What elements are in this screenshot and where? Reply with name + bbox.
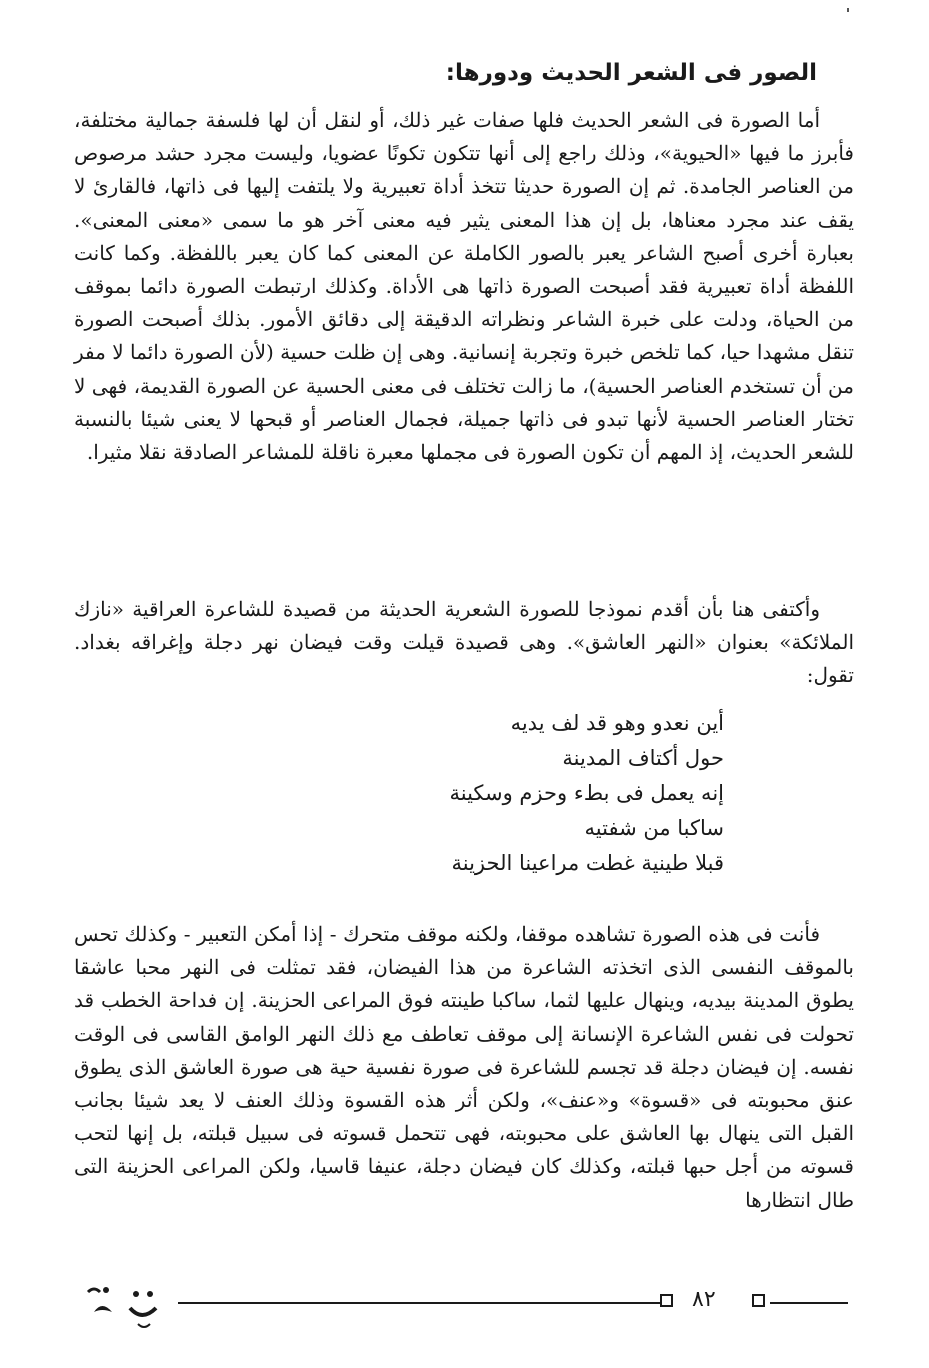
ornament-icon (80, 1278, 172, 1334)
paragraph-intro (74, 104, 854, 469)
paragraph-analysis (74, 918, 854, 1217)
corner-mark (847, 8, 849, 12)
poem-line: حول أكتاف المدينة (562, 746, 724, 770)
poem-line: إنه يعمل فى بطء وحزم وسكينة (449, 781, 724, 805)
poem-line: قبلا طينية غطت مراعينا الحزينة (451, 851, 724, 875)
poem-line: أين نعدو وهو قد لف يديه (510, 711, 724, 735)
paragraph-text: أما الصورة فى الشعر الحديث فلها صفات غير ذلك، أو لنقل أن لها فلسفة جمالية مختلفة، فأبرز ما فيها «الحيوية»، وذلك راجع إلى أنها تتكون تكونًا عضويا، وليست مجرد حشد مرصوص من العناصر الجامدة. ثم إن الصورة حديثا تتخذ أداة تعبيرية ولا يلتفت إليها فى ذاتها، فالقارئ لا يقف عند مجرد معناها، بل إن هذا المعنى يثير فيه معنى آخر هو ما سمى «معنى المعنى». بعبارة أخرى أصبح الشاعر يعبر بالصور الكاملة عن المعنى كما كان يعبر باللفظة. وكما كانت اللفظة أداة تعبيرية فقد أصبحت الصورة ذاتها هى الأداة. وكذلك ارتبطت الصورة دائما بموقف من الحياة، ودلت على خبرة الشاعر ونظراته الدقيقة إلى دقائق الأمور. بذلك أصبحت الصورة تنقل مشهدا حيا، كما تلخص خبرة وتجربة إنسانية. وهى إن ظلت حسية (لأن الصورة دائما لا مفر من أن تستخدم العناصر الحسية)، ما زالت تختلف فى معنى الحسية عن الصورة القديمة، فهى لا تختار العناصر الحسية لأنها تبدو فى ذاتها جميلة، فجمال العناصر أو قبحها لا يعنى شيئا بالنسبة للشعر الحديث، إذ المهم أن تكون الصورة فى مجملها معبرة ناقلة للمشاعر الصادقة نقلا مثيرا. (74, 108, 854, 465)
section-heading: الصور فى الشعر الحديث ودورها: (445, 60, 817, 86)
page-footer (0, 1270, 929, 1340)
footer-square-icon (660, 1294, 673, 1307)
paragraph-example-intro (74, 593, 854, 693)
paragraph-text: وأكتفى هنا بأن أقدم نموذجا للصورة الشعرية الحديثة من قصيدة للشاعرة العراقية «نازك الملائكة» بعنوان «النهر العاشق». وهى قصيدة قيلت وقت فيضان نهر دجلة وإغراقه بغداد. تقول: (74, 597, 854, 688)
footer-rule (178, 1302, 660, 1304)
footer-square-icon (752, 1294, 765, 1307)
footer-rule (770, 1302, 848, 1304)
poem-excerpt (449, 706, 724, 881)
poem-line: ساكبا من شفتيه (584, 816, 724, 840)
paragraph-text: فأنت فى هذه الصورة تشاهده موقفا، ولكنه موقف متحرك - إذا أمكن التعبير - وكذلك تحس بالموقف النفسى الذى اتخذته الشاعرة من هذا الفيضان، فقد تمثلت فى النهر محبا عاشقا يطوق المدينة بيديه، وينهال عليها لثما، ساكبا طينته فوق المراعى الحزينة. إن فداحة الخطب قد تحولت فى نفس الشاعرة الإنسانة إلى موقف تعاطف مع ذلك النهر الوامق القاسى فى الوقت نفسه. إن فيضان دجلة قد تجسم للشاعرة فى صورة نفسية حية هى صورة العاشق الذى يطوق عنق محبوبته فى «قسوة» و«عنف»، ولكن أثر هذه القسوة وذلك العنف لا يعد شيئا بجانب القبل التى ينهال بها العاشق على محبوبته، فهى تتحمل قسوته فى سبيل قبلته، بل إنها لتحب قسوته من أجل حبها قبلته، وكذلك كان فيضان دجلة، عنيفا قاسيا، ولكن المراعى الحزينة التى طال انتظارها (74, 922, 854, 1212)
page-number: ٨٢ (692, 1287, 716, 1312)
